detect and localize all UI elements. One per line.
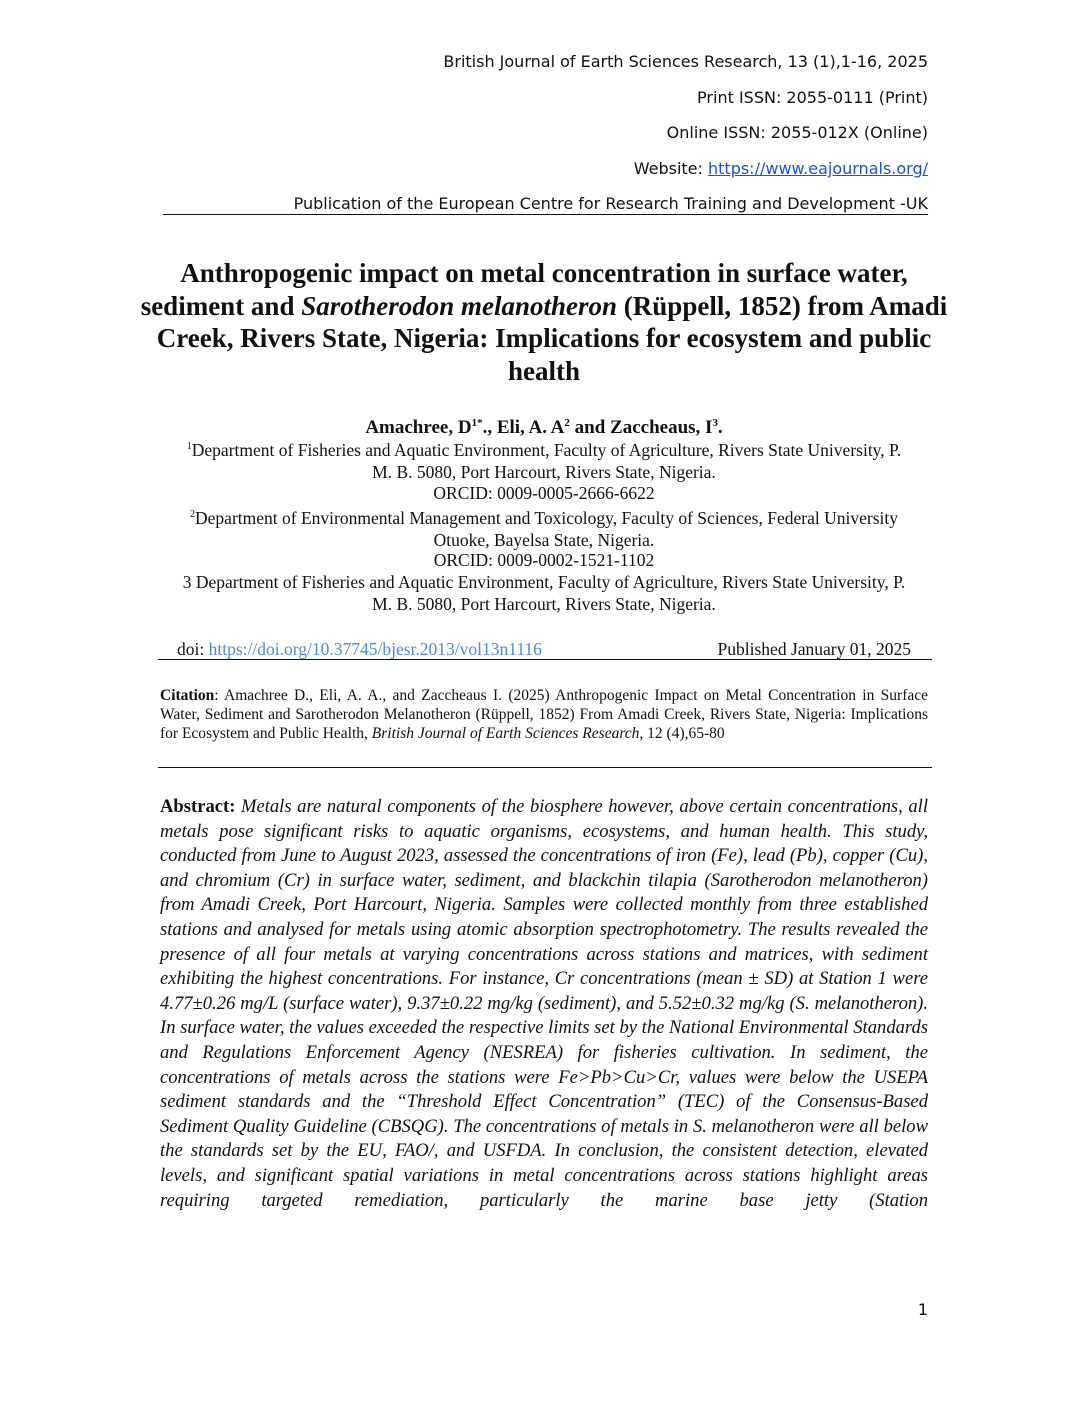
paper-title bbox=[140, 257, 948, 387]
published-date: Published January 01, 2025 bbox=[717, 639, 911, 659]
author-2: ., Eli, A. A bbox=[482, 417, 565, 438]
author-3: and Zaccheaus, I bbox=[569, 417, 713, 438]
affiliation-1-text: Department of Fisheries and Aquatic Environment, Faculty of Agriculture, Rivers State University, P. M. B. 5080, Port Harcourt, Rivers State, Nigeria. bbox=[191, 440, 902, 483]
page-number: 1 bbox=[917, 1300, 928, 1319]
publication-line: Publication of the European Centre for Research Training and Development -UK bbox=[293, 194, 928, 213]
citation-divider bbox=[158, 767, 932, 768]
doi-divider bbox=[158, 659, 932, 660]
affiliation-2-sup: 2 bbox=[190, 509, 196, 520]
title-part-1: Anthropogenic impact on metal concentration in surface water, sediment and bbox=[140, 258, 908, 321]
website-line bbox=[634, 159, 928, 179]
citation-text: : Amachree D., Eli, A. A., and Zaccheaus I. (2025) Anthropogenic Impact on Metal Concentration in Surface Water, Sediment and Sarotherodon Melanotheron (Rüppell, 1852) From Amadi Creek, Rivers State, Nigeria: Implications for Ecosystem and Public Health, bbox=[160, 687, 928, 743]
website-label: Website: bbox=[633, 159, 708, 178]
journal-citation-line: British Journal of Earth Sciences Research, 13 (1),1-16, 2025 bbox=[443, 52, 928, 71]
author-3-sup: 3 bbox=[712, 417, 718, 429]
affiliation-2-text: Department of Environmental Management and Toxicology, Faculty of Sciences, Federal University Otuoke, Bayelsa State, Nigeria. bbox=[195, 508, 898, 551]
citation-label: Citation bbox=[160, 687, 215, 704]
doi-link[interactable]: https://doi.org/10.37745/bjesr.2013/vol13n1116 bbox=[208, 639, 542, 659]
online-issn: Online ISSN: 2055-012X (Online) bbox=[666, 123, 928, 142]
affiliation-1 bbox=[175, 436, 913, 483]
author-end: . bbox=[717, 417, 723, 438]
affiliation-1-sup: 1 bbox=[186, 441, 192, 452]
citation-tail: , 12 (4),65-80 bbox=[639, 725, 725, 743]
title-species: Sarotherodon melanotheron bbox=[301, 290, 618, 321]
doi-line bbox=[177, 638, 542, 660]
header-divider bbox=[163, 214, 928, 215]
print-issn: Print ISSN: 2055-0111 (Print) bbox=[697, 88, 928, 107]
author-2-sup: 2 bbox=[564, 417, 570, 429]
citation-block bbox=[160, 686, 928, 744]
orcid-1: ORCID: 0009-0005-2666-6622 bbox=[433, 483, 655, 503]
abstract-label: Abstract: bbox=[160, 796, 236, 817]
orcid-2: ORCID: 0009-0002-1521-1102 bbox=[433, 550, 655, 570]
abstract-block bbox=[160, 795, 928, 1213]
author-1: Amachree, D bbox=[365, 417, 472, 438]
website-link[interactable]: https://www.eajournals.org/ bbox=[708, 159, 928, 178]
citation-journal: British Journal of Earth Sciences Research bbox=[371, 725, 640, 743]
doi-label: doi: bbox=[177, 639, 209, 659]
affiliation-3: 3 Department of Fisheries and Aquatic Environment, Faculty of Agriculture, Rivers State University, P. M. B. 5080, Port Harcourt, Rivers State, Nigeria. bbox=[182, 572, 906, 615]
title-part-2: (Rüppell, 1852) from Amadi Creek, Rivers State, Nigeria: Implications for ecosystem and public health bbox=[156, 290, 948, 386]
affiliation-2 bbox=[175, 504, 913, 551]
abstract-text: Metals are natural components of the biosphere however, above certain concentrations, all metals pose significant risks to aquatic organisms, ecosystems, and human health. This study, conducted from June to August 2023, assessed the concentrations of iron (Fe), lead (Pb), copper (Cu), and chromium (Cr) in surface water, sediment, and blackchin tilapia (Sarotherodon melanotheron) from Amadi Creek, Port Harcourt, Nigeria. Samples were collected monthly from three established stations and analysed for metals using atomic absorption spectrophotometry. The results revealed the presence of all four metals at varying concentrations across stations and matrices, with sediment exhibiting the highest concentrations. For instance, Cr concentrations (mean ± SD) at Station 1 were 4.77±0.26 mg/L (surface water), 9.37±0.22 mg/kg (sediment), and 5.52±0.32 mg/kg (S. melanotheron). In surface water, the values exceeded the respective limits set by the National Environmental Standards and Regulations Enforcement Agency (NESREA) for fisheries cultivation. In sediment, the concentrations of metals across the stations were Fe>Pb>Cu>Cr, values were below the USEPA sediment standards and the “Threshold Effect Concentration” (TEC) of the Consensus-Based Sediment Quality Guideline (CBSQG). The concentrations of metals in S. melanotheron were all below the standards set by the EU, FAO/, and USFDA. In conclusion, the consistent detection, elevated levels, and significant spatial variations in metal concentrations across stations highlight areas requiring targeted remediation, particularly the marine base jetty (Station bbox=[160, 796, 928, 1211]
author-1-sup: 1* bbox=[471, 417, 483, 429]
